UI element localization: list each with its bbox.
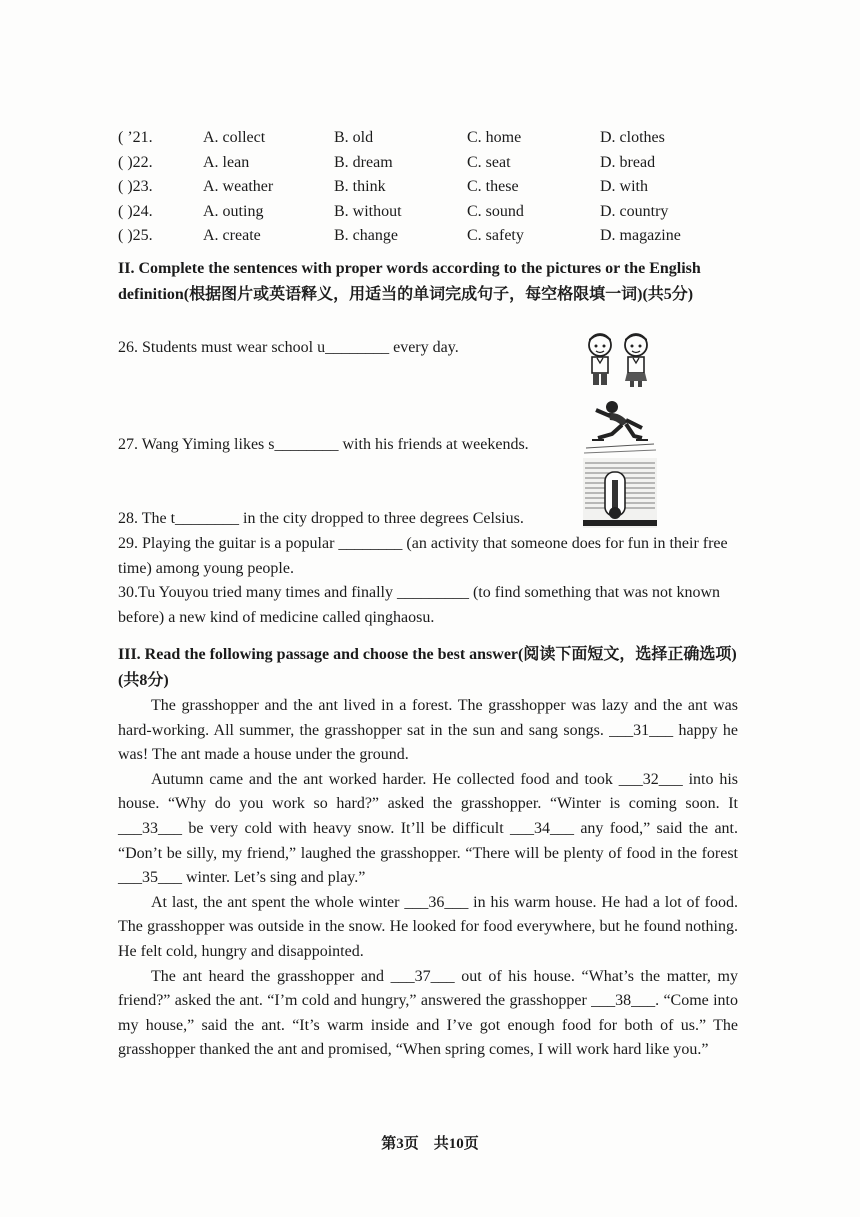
passage-paragraph: At last, the ant spent the whole winter ___36___ in his warm house. He had a lot of food. The grasshopper was outside in the snow. He looked for food everywhere, but he found nothing. He felt cold, hungry and disappointed. — [118, 893, 738, 960]
option-c: C. sound — [467, 202, 524, 220]
question-number: ( ’21. — [118, 129, 153, 146]
question-number: ( )25. — [118, 227, 153, 244]
option-d: D. bread — [600, 153, 656, 171]
option-b: B. without — [334, 202, 402, 220]
option-d: D. clothes — [600, 129, 665, 146]
question-29: 29. Playing the guitar is a popular ________ (an activity that someone does for fun in their free time) among young people. — [118, 535, 728, 577]
passage-paragraph: The grasshopper and the ant lived in a forest. The grasshopper was lazy and the ant was hard-working. All summer, the grasshopper sat in the sun and sang songs. ___31___ happy he was! The ant made a house under the ground. — [118, 697, 738, 764]
option-a: A. outing — [203, 202, 264, 220]
passage-paragraph: Autumn came and the ant worked harder. He collected food and took ___32___ into his house. “Why do you work so hard?” asked the grasshopper. “Winter is coming soon. It ___33___ be very cold with heavy snow. It’ll be difficult ___34___ any food,” said the ant. “Don’t be silly, my friend,” laughed the grasshopper. “There will be plenty of food in the forest ___35___ winter. Let’s sing and play.” — [118, 770, 738, 887]
passage-paragraph: The ant heard the grasshopper and ___37___ out of his house. “What’s the matter, my friend?” asked the ant. “I’m cold and hungry,” answered the grasshopper ___38___. “Come into my house,” said the ant. “It’s warm inside and I’ve got enough food for both of us.” The grasshopper thanked the ant and promised, “When spring comes, I will work hard like you.” — [118, 967, 738, 1059]
question-number: ( )24. — [118, 202, 153, 220]
question-26: 26. Students must wear school u________ every day. — [118, 339, 459, 356]
option-b: B. dream — [334, 153, 393, 171]
option-b: B. old — [334, 129, 374, 146]
option-d: D. magazine — [600, 227, 681, 244]
question-number: ( )23. — [118, 178, 153, 195]
choice-row-24 — [118, 200, 738, 225]
option-b: B. change — [334, 227, 398, 244]
choice-table — [118, 126, 738, 249]
question-number: ( )22. — [118, 153, 153, 171]
option-c: C. home — [467, 129, 522, 146]
question-27: 27. Wang Yiming likes s________ with his friends at weekends. — [118, 436, 529, 453]
choice-row-23 — [118, 175, 738, 200]
option-b: B. think — [334, 178, 386, 195]
section-2-heading: II. Complete the sentences with proper words according to the pictures or the English definition(根据图片或英语释义，用适当的单词完成句子，每空格限填一词)(共5分) — [118, 260, 701, 303]
option-c: C. these — [467, 178, 519, 195]
reading-passage — [118, 694, 738, 1063]
option-d: D. country — [600, 202, 669, 220]
question-30: 30.Tu Youyou tried many times and finally _________ (to find something that was not known before) a new kind of medicine called qinghaosu. — [118, 584, 721, 626]
question-28: 28. The t________ in the city dropped to three degrees Celsius. — [118, 510, 524, 527]
option-a: A. weather — [203, 178, 274, 195]
option-c: C. seat — [467, 153, 511, 171]
option-a: A. create — [203, 227, 261, 244]
option-a: A. lean — [203, 153, 250, 171]
page-number: 第3页 共10页 — [381, 1136, 479, 1152]
school-uniform-picture — [580, 332, 660, 388]
option-a: A. collect — [203, 129, 266, 146]
option-c: C. safety — [467, 227, 524, 244]
choice-row-22 — [118, 151, 738, 176]
option-d: D. with — [600, 178, 648, 195]
section-3-heading: III. Read the following passage and choose the best answer(阅读下面短文，选择正确选项)(共8分) — [118, 646, 737, 689]
choice-row-21 — [118, 126, 738, 151]
choice-row-25 — [118, 224, 738, 249]
temperature-picture — [583, 458, 657, 528]
skating-picture — [582, 398, 658, 456]
